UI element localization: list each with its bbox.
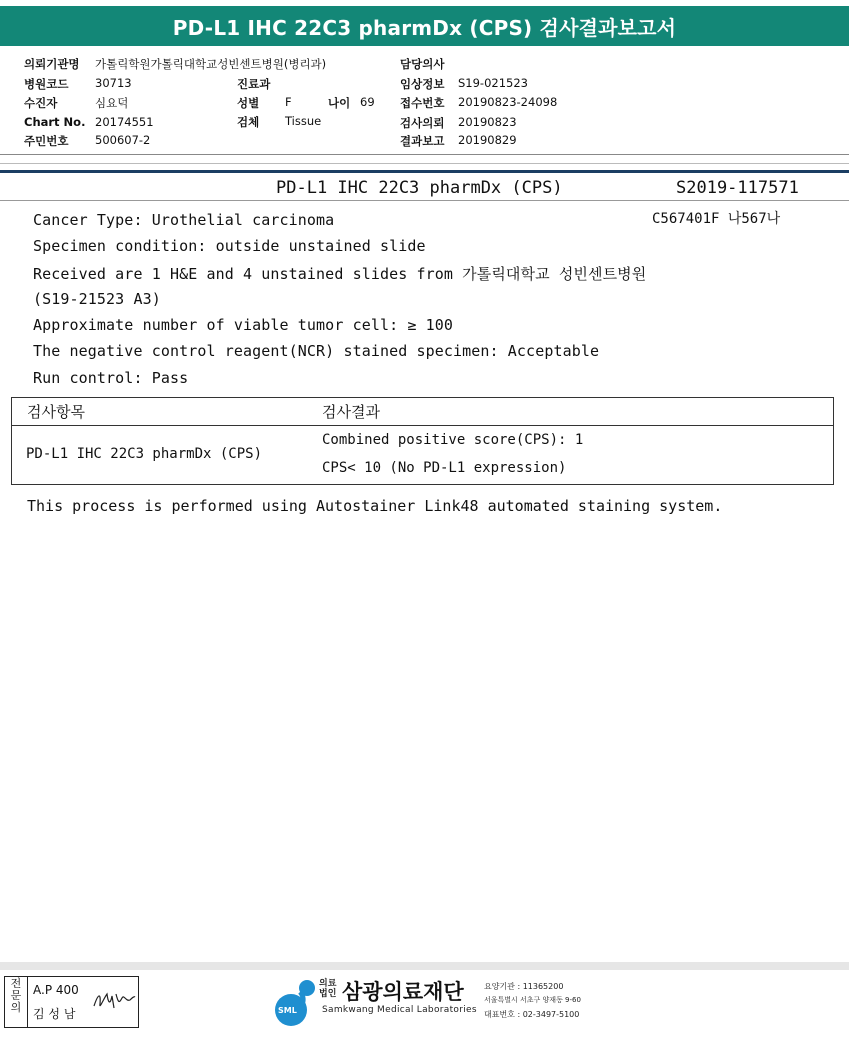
age-label: 나이 (328, 96, 351, 110)
sex-label: 성별 (237, 96, 260, 110)
sml-logo-icon (270, 976, 320, 1028)
org-contact-1: 요양기관 : 11365200 (484, 982, 564, 991)
signature-title: A.P 400 (33, 983, 79, 997)
report-line: (S19-21523 A3) (33, 290, 161, 308)
sml-logo-text: SML (278, 1006, 297, 1015)
chart-no-label: Chart No. (24, 115, 86, 129)
report-line: The negative control reagent(NCR) stained specimen: Acceptable (33, 342, 600, 360)
report-line: Approximate number of viable tumor cell: ≥ 100 (33, 316, 454, 334)
sex-value: F (285, 95, 292, 109)
report-line: Specimen condition: outside unstained slide (33, 237, 426, 255)
specimen-label: 검체 (237, 115, 260, 129)
org-english-name: Samkwang Medical Laboratories (322, 1005, 477, 1015)
signature-role-char: 전 (10, 977, 22, 990)
col-header-result: 검사결과 (322, 403, 380, 421)
hospital-code-value: 30713 (95, 76, 132, 90)
signature-role-char: 문 (10, 989, 22, 1002)
org-contact-3: 대표번호 : 02-3497-5100 (484, 1010, 580, 1019)
resident-no-label: 주민번호 (24, 134, 69, 148)
test-name-heading: PD-L1 IHC 22C3 pharmDx (CPS) (276, 178, 563, 198)
signature-divider (27, 976, 28, 1028)
col-header-item: 검사항목 (27, 403, 85, 421)
footer-band (0, 962, 849, 970)
section-rule (0, 170, 849, 173)
result-cps-interpretation: CPS< 10 (No PD-L1 expression) (322, 460, 567, 476)
report-title: PD-L1 IHC 22C3 pharmDx (CPS) 검사결과보고서 (0, 6, 849, 46)
report-line: Cancer Type: Urothelial carcinoma (33, 211, 335, 229)
org-small-2: 법인 (319, 989, 337, 999)
accession-value: 20190823-24098 (458, 95, 558, 109)
result-item: PD-L1 IHC 22C3 pharmDx (CPS) (26, 446, 263, 462)
age-value: 69 (360, 95, 375, 109)
org-name: 삼광의료재단 (342, 980, 464, 1004)
recipient-value: 심요덕 (95, 96, 129, 110)
signature-role-char: 의 (10, 1001, 22, 1014)
institution-label: 의뢰기관명 (24, 57, 80, 71)
chart-no-value: 20174551 (95, 115, 154, 129)
org-contact-2: 서울특별시 서초구 양재동 9-60 (484, 996, 581, 1004)
clinical-info-value: S19-021523 (458, 76, 528, 90)
report-date-label: 결과보고 (400, 134, 445, 148)
report-line: Received are 1 H&E and 4 unstained slides from 가톨릭대학교 성빈센트병원 (33, 265, 647, 283)
specimen-value: Tissue (285, 114, 322, 128)
accession-label: 접수번호 (400, 96, 445, 110)
block-code: C567401F 나567나 (652, 211, 781, 227)
dept-label: 진료과 (237, 77, 271, 91)
institution-value: 가톨릭학원가톨릭대학교성빈센트병원(병리과) (95, 57, 327, 71)
recipient-label: 수진자 (24, 96, 58, 110)
request-date-value: 20190823 (458, 115, 517, 129)
handwritten-signature (92, 988, 136, 1014)
signature-role (5, 978, 27, 1014)
resident-no-value: 500607-2 (95, 133, 151, 147)
doctor-label: 담당의사 (400, 57, 445, 71)
process-note: This process is performed using Autostainer Link48 automated staining system. (27, 497, 723, 515)
hospital-code-label: 병원코드 (24, 77, 69, 91)
header-divider (0, 154, 849, 155)
org-small-1: 의료 (319, 979, 337, 989)
report-date-value: 20190829 (458, 133, 517, 147)
heading-divider (0, 200, 849, 201)
request-date-label: 검사의뢰 (400, 116, 445, 130)
signature-name: 김 성 남 (33, 1007, 76, 1021)
report-line: Run control: Pass (33, 369, 189, 387)
result-cps-score: Combined positive score(CPS): 1 (322, 432, 584, 448)
header-divider-2 (0, 163, 849, 164)
result-table-divider (11, 425, 834, 426)
report-number: S2019-117571 (676, 178, 799, 198)
clinical-info-label: 임상정보 (400, 77, 445, 91)
